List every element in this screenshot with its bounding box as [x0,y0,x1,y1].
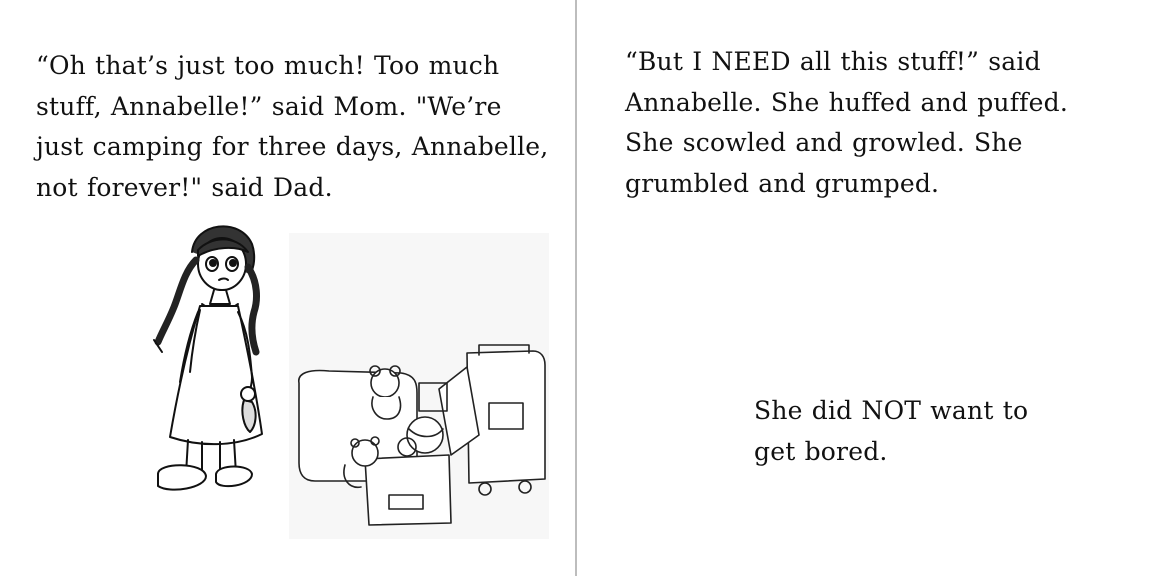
text-line: stuff, Annabelle!” said Mom. "We’re [36,91,502,121]
text-line: grumbled and grumped. [625,168,940,198]
left-page-text [36,46,548,208]
left-page [0,0,575,576]
text-line: She did NOT want to [754,396,1029,425]
text-line: just camping for three days, Annabelle, [36,132,549,161]
text-line: Annabelle. She huffed and puffed. [625,87,1068,117]
right-page [577,0,1152,576]
text-line: not forever!" said Dad. [36,172,333,202]
text-line: She scowled and growled. She [625,128,1023,157]
girl-illustration [140,212,285,512]
text-line: “Oh that’s just too much! Too much [36,51,500,80]
text-line: get bored. [754,436,888,466]
right-page-text-bottom [754,391,1028,472]
luggage-pile-sketch [289,233,549,539]
text-line: “But I NEED all this stuff!” said [625,47,1041,76]
right-page-text-top [625,42,1068,204]
